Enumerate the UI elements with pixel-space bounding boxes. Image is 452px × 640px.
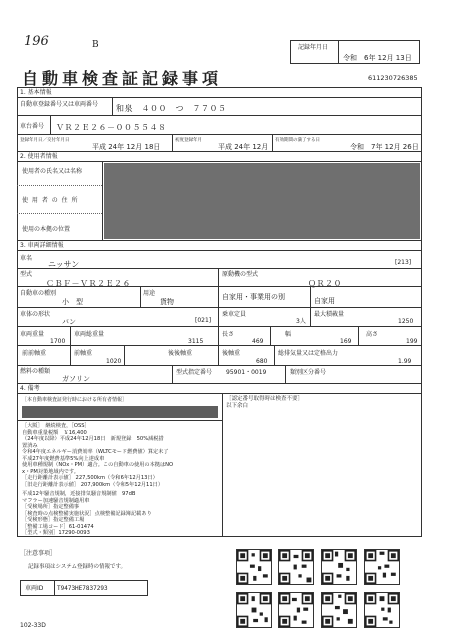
maker-value: ニッサン <box>48 260 80 269</box>
fuel-value: ガソリン <box>62 375 90 383</box>
capacity-value: 3人 <box>296 318 306 325</box>
user-name-label: 使用者の氏名又は名称 <box>22 168 83 175</box>
width-label: 幅 <box>285 331 292 338</box>
section1-heading: 1. 基本情報 <box>20 89 52 96</box>
remark-line: 自動車重量税額 ￥16,400 <box>22 429 87 436</box>
remark-line: ［受検場所］指定整備事 <box>22 504 80 510</box>
first-reg-label: 初度登録年月 <box>175 138 202 143</box>
front-front-axle-label: 前前軸重 <box>22 350 47 357</box>
remark-line: ［大阪］ 継続検査，［OSS］ <box>22 423 90 429</box>
remarks-list <box>22 423 220 537</box>
remark-line: 平成12年騒音規制，近接排気騒音規制値 97dB <box>22 491 136 497</box>
model-value: ＣＢＦ－ＶＲ２Ｅ２６ <box>46 279 131 288</box>
user-address-label: 使 用 者 の 住 所 <box>22 197 79 204</box>
handwritten-note-number: 196 <box>24 34 49 49</box>
front-axle-label: 前軸重 <box>74 350 93 357</box>
remark-line: 置済み <box>22 442 38 449</box>
gross-weight-label: 車両総重量 <box>74 331 105 338</box>
first-reg-value: 平成 24年 12月 <box>218 143 269 151</box>
height-label: 高さ <box>366 331 379 338</box>
class-number-label: 類別区分番号 <box>290 369 327 376</box>
expiry-label: 有効期間の満了する日 <box>275 138 320 143</box>
use-label: 用途 <box>143 290 156 297</box>
reg-number-value: 和泉 ４００ つ ７７０５ <box>116 104 227 113</box>
expiry-value: 令和 7年 12月 26日 <box>350 143 419 151</box>
qr-code-icon <box>236 549 272 585</box>
reg-date-label: 登録年月日／交付年月日 <box>20 138 70 143</box>
weight-label: 車両重量 <box>20 331 45 338</box>
record-date-value: 令和 6年 12月 13日 <box>343 54 412 62</box>
length-value: 469 <box>252 338 264 345</box>
record-date-label: 記録年月日 <box>298 44 329 51</box>
maker-label: 車名 <box>20 255 33 262</box>
remark-line: ［旧走行距離計表示値］ 207,900km（令和5年12月11日） <box>22 481 164 488</box>
section2-heading: 2. 使用者情報 <box>20 153 58 160</box>
qr-code-icon <box>364 592 400 628</box>
document-number: 611230726385 <box>368 74 418 82</box>
remark-line: （24年度以降）平成24年12月18日 新規登録 50%減税措 <box>22 436 164 442</box>
rear-rear-axle-label: 後後軸重 <box>168 350 193 357</box>
handwritten-note-letter: B <box>92 40 99 50</box>
remark-line: ［検査時の点検整備実施状況］点検整備記録簿記載あり <box>22 510 152 517</box>
reg-date-value: 平成 24年 12月 18日 <box>92 143 161 151</box>
remark-line: 使用車種規制（NOx・PM）適合。この自動車の使用の本拠はNO <box>22 462 174 468</box>
body-shape-code: [021] <box>195 317 212 324</box>
body-shape-label: 車体の形状 <box>20 311 51 318</box>
notice-text: 記録事項はシステム登録時の情報です。 <box>28 564 127 570</box>
vehicle-type-value: 小 型 <box>62 298 83 306</box>
displacement-value: 1.99 <box>398 358 412 365</box>
remark-line: マフラー加速騒音規制適用車 <box>22 497 90 504</box>
base-location-label: 使用の本拠の位置 <box>22 226 71 233</box>
capacity-label: 乗車定員 <box>222 311 247 318</box>
remark-line: ［走行距離計表示値］ 227,500km（令和6年12月13日） <box>22 475 158 481</box>
maker-code: [213] <box>395 259 412 266</box>
model-label: 型式 <box>20 271 33 278</box>
car-id-label: 車両ID <box>25 585 44 592</box>
remark-line: 平成27年度燃費基準5%向上達成車 <box>22 455 105 462</box>
displacement-label: 総排気量又は定格出力 <box>278 350 339 357</box>
remark-line: x・PM対策地域内です。 <box>22 468 79 475</box>
qr-code-icon <box>321 549 357 585</box>
form-number: 102-33D <box>20 622 46 629</box>
section4-heading: 4. 備考 <box>20 385 40 392</box>
qr-code-icon <box>321 592 357 628</box>
car-id-value: T9473HE7837293 <box>57 585 108 592</box>
length-label: 長さ <box>222 331 235 338</box>
section3-heading: 3. 車両詳細情報 <box>20 242 64 249</box>
height-value: 199 <box>406 338 418 345</box>
private-label: 自家用・事業用の別 <box>222 293 285 301</box>
remark-line: 令和4年度エネルギー消費効率（WLTCモード燃費値）算定未了 <box>22 449 169 455</box>
spec-number-value: 95901・0019 <box>226 369 267 376</box>
reg-number-label: 自動車登録番号又は車両番号 <box>20 101 99 108</box>
qr-code-icon <box>278 592 314 628</box>
spec-number-label: 型式指定番号 <box>176 369 213 376</box>
notice-heading: ［注意事項］ <box>20 550 57 557</box>
max-load-label: 最大積載量 <box>314 311 345 318</box>
max-load-value: 1250 <box>398 318 414 325</box>
width-value: 169 <box>340 338 352 345</box>
redacted-user-info <box>104 163 420 239</box>
rear-axle-value: 680 <box>256 358 268 365</box>
engine-label: 原動機の型式 <box>222 271 259 278</box>
use-value: 貨物 <box>160 298 174 306</box>
qr-code-icon <box>236 592 272 628</box>
remark-line: ［受検形態］指定整備工場 <box>22 517 85 523</box>
private-value: 自家用 <box>314 297 335 305</box>
fuel-label: 燃料の種類 <box>20 368 51 375</box>
chassis-label: 車台番号 <box>20 123 45 130</box>
owner-note: ［本自動車検査証発行時における所有者情報］ <box>22 397 128 403</box>
qr-code-icon <box>364 549 400 585</box>
right-note-1: ［認定番号取得時は検査不要］ <box>226 396 304 402</box>
rear-axle-label: 後軸重 <box>222 350 241 357</box>
page-title: 自動車検査証記録事項 <box>22 69 223 88</box>
gross-weight-value: 3115 <box>188 338 204 345</box>
remark-line: ［型式・類別］17290-0093 <box>22 530 90 536</box>
front-axle-value: 1020 <box>106 358 122 365</box>
body-shape-value: バン <box>62 318 76 326</box>
vehicle-type-label: 自動車の種別 <box>20 290 57 297</box>
qr-code-icon <box>278 549 314 585</box>
right-note-2: 以下余白 <box>226 403 249 409</box>
redacted-owner-info <box>22 406 218 418</box>
engine-value: ＱＲ２０ <box>308 279 342 288</box>
weight-value: 1700 <box>50 338 66 345</box>
chassis-value: ＶＲ２Ｅ２６－００５５４８ <box>56 123 167 132</box>
remark-line: ［整備工場コード］61-01474 <box>22 523 94 530</box>
